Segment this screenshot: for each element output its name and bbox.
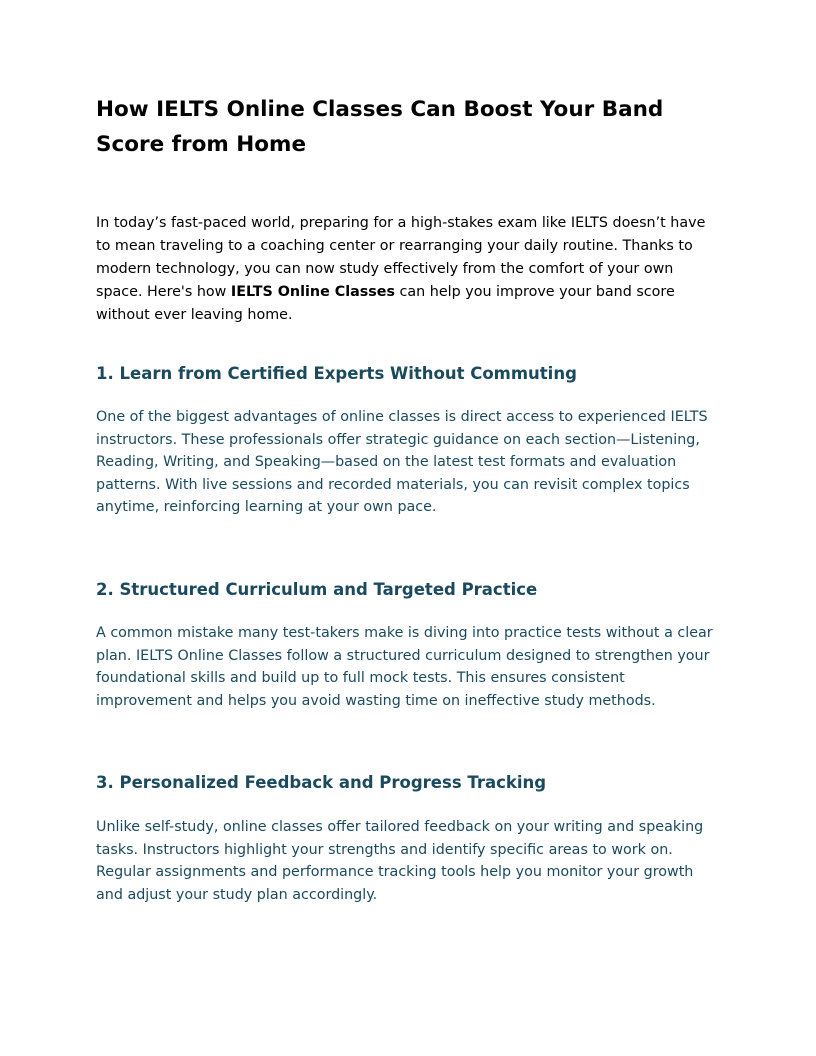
section-heading-2: 2. Structured Curriculum and Targeted Practice [96, 580, 538, 599]
section-body-3: Unlike self-study, online classes offer tailored feedback on your writing and speaking tasks. Instructors highlight your strengths and identify specific areas to work on. Regular assignments and performance tracking tools help you monitor your growth and adjust your study plan accordingly. [96, 819, 704, 903]
section-heading-3: 3. Personalized Feedback and Progress Tracking [96, 773, 547, 792]
intro-emphasis: IELTS Online Classes [230, 284, 396, 300]
intro-text-start: In today’s fast-paced world, preparing for a high-stakes exam like IELTS doesn’t have to mean traveling to a coaching center or rearranging your daily routine. Thanks to modern technology, you can now study effectively from the comfort of your own space. Here's how [96, 215, 706, 300]
intro-paragraph [96, 212, 720, 327]
intro-text-end: can help you improve your band score without ever leaving home. [96, 284, 675, 323]
page-title: How IELTS Online Classes Can Boost Your Band Score from Home [96, 97, 664, 157]
section-body-1: One of the biggest advantages of online classes is direct access to experienced IELTS instructors. These professionals offer strategic guidance on each section—Listening, Reading, Writing, and Speaking—based on the latest test formats and evaluation patterns. With live sessions and recorded materials, you can revisit complex topics anytime, reinforcing learning at your own pace. [96, 409, 708, 516]
section-heading-1: 1. Learn from Certified Experts Without Commuting [96, 364, 577, 383]
section-body-2: A common mistake many test-takers make is diving into practice tests without a clear plan. IELTS Online Classes follow a structured curriculum designed to strengthen your foundational skills and build up to full mock tests. This ensures consistent improvement and helps you avoid wasting time on ineffective study methods. [96, 625, 713, 709]
